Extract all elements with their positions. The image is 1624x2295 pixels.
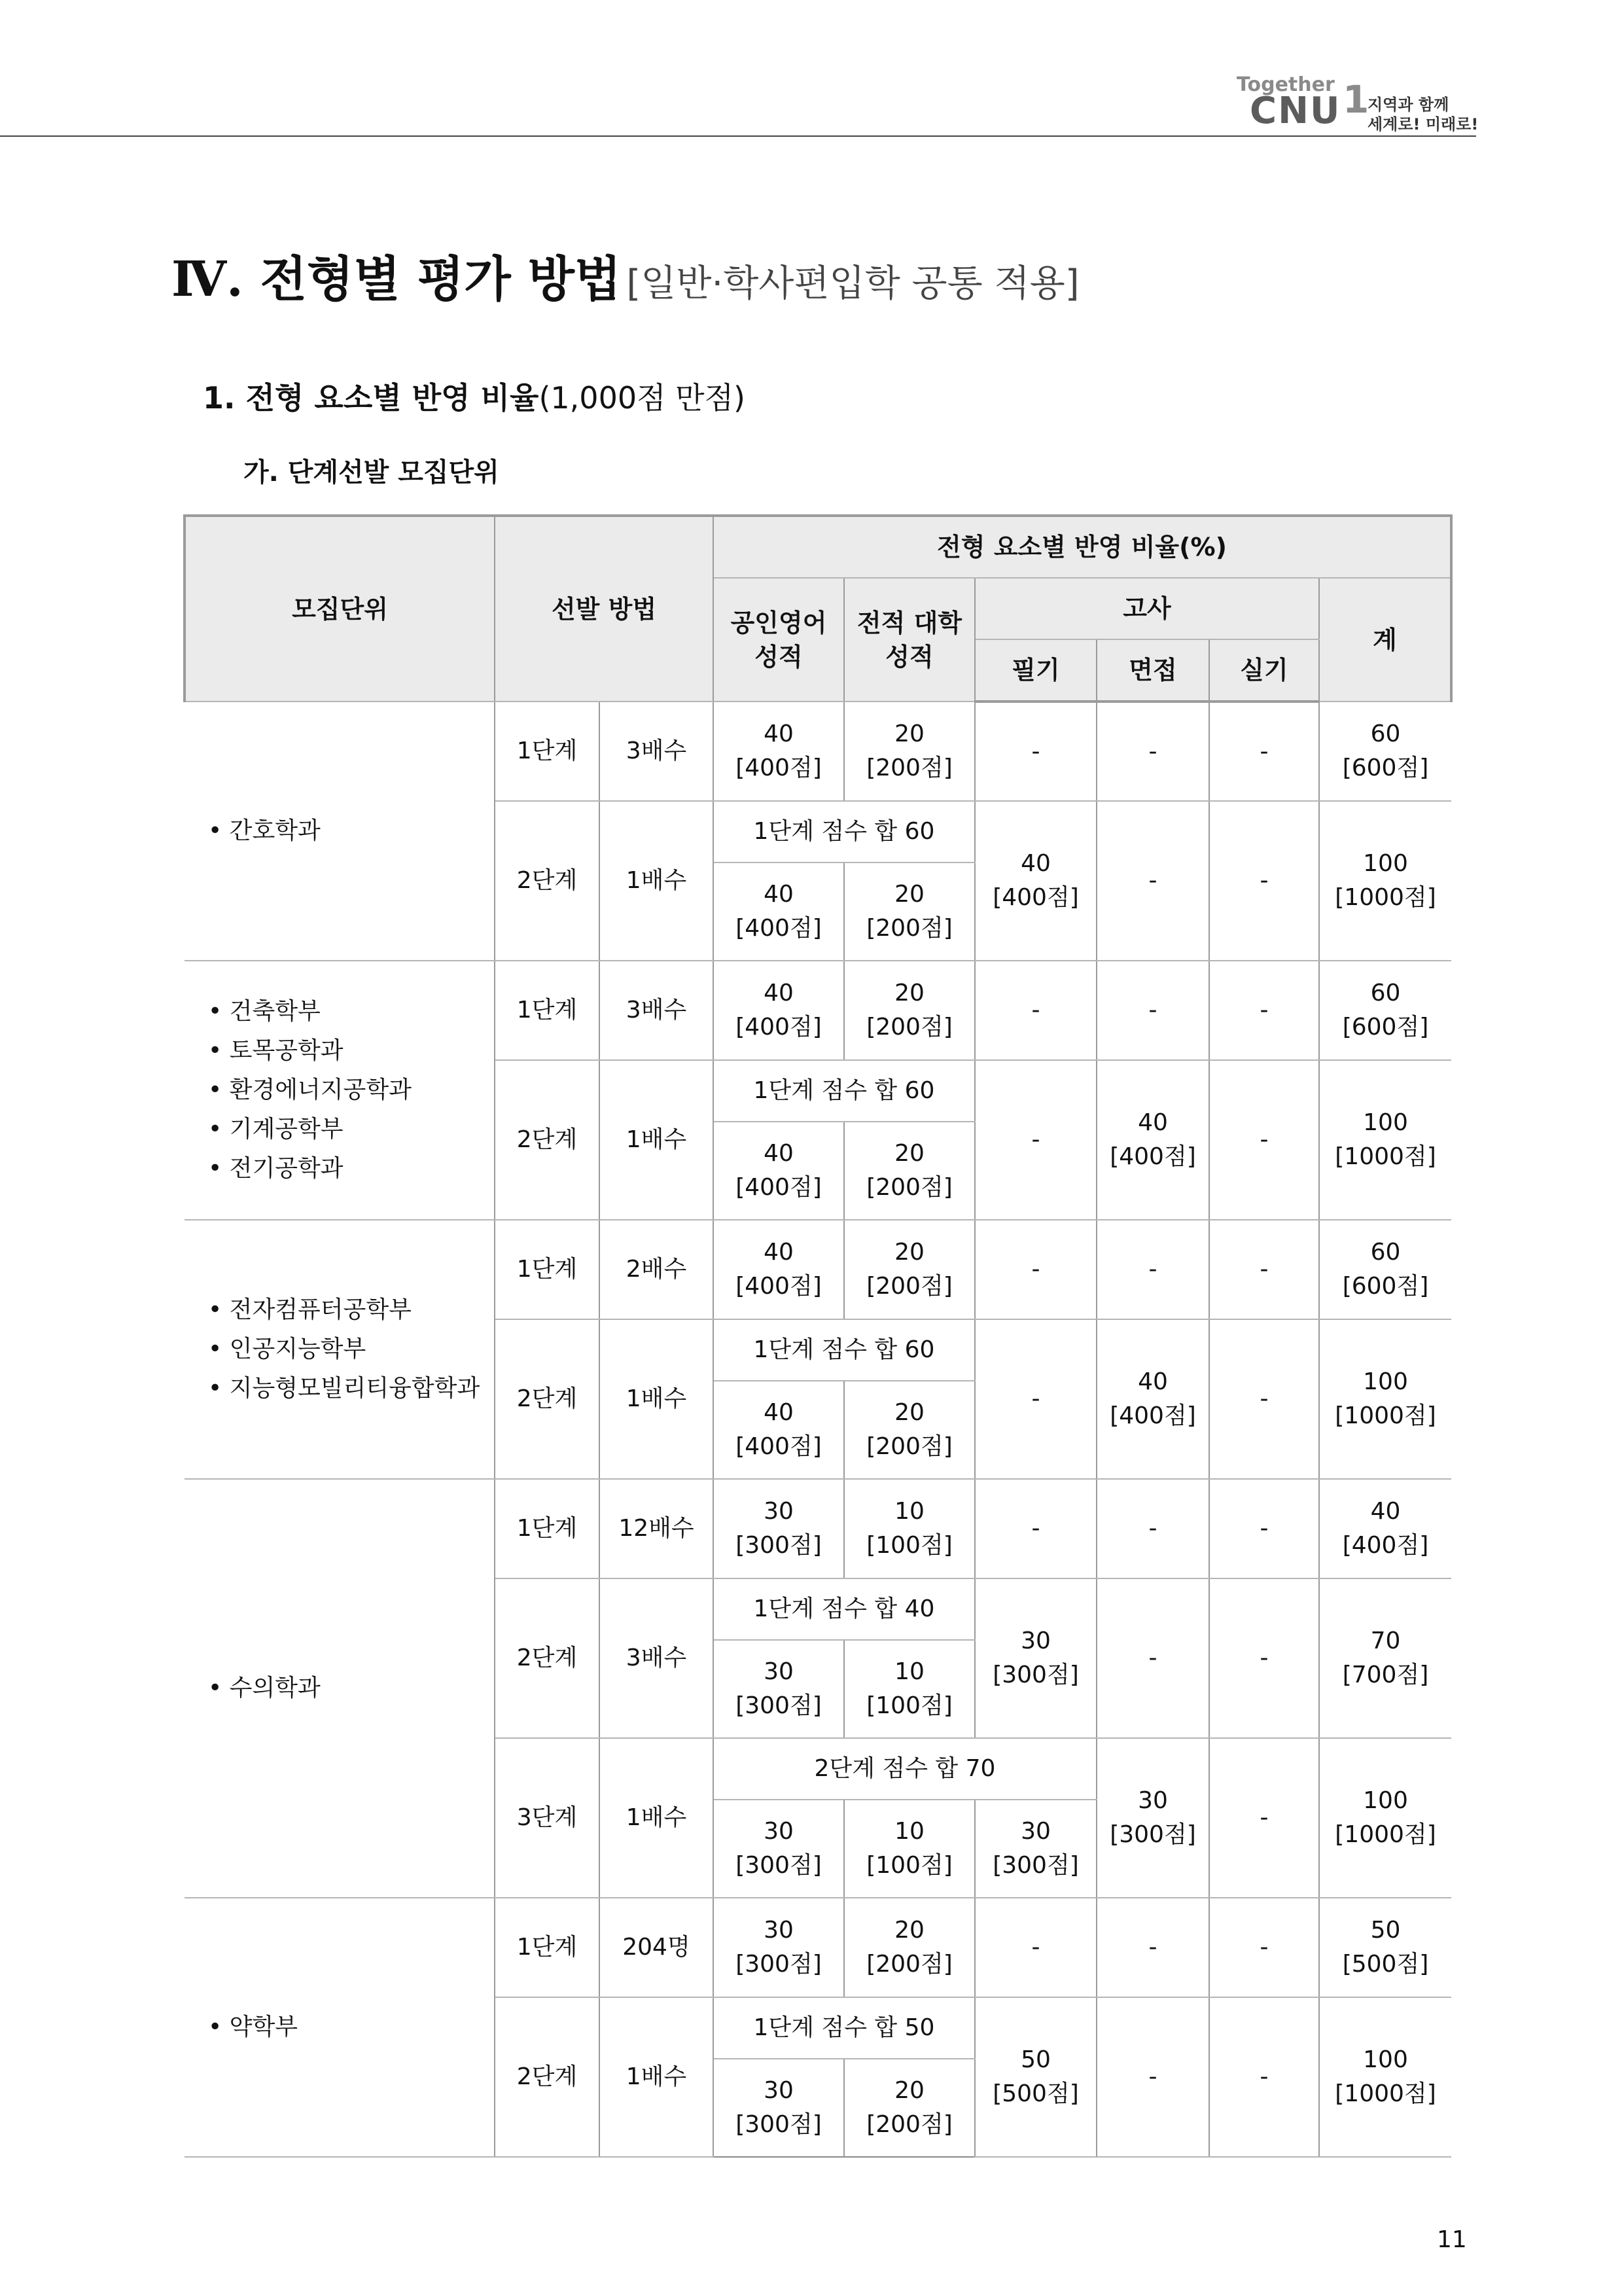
interview-score-text: 30 [1138, 1787, 1168, 1814]
transcript-score-text: 20 [894, 980, 925, 1006]
multiplier-text: 3배수 [626, 1645, 687, 1671]
interview-score [1097, 1319, 1209, 1479]
written-score-text: 30 [1021, 1818, 1051, 1845]
written-score [975, 1800, 1097, 1898]
english-score-text: [400점] [735, 755, 822, 781]
practical-score [1209, 1220, 1319, 1319]
transcript-score [844, 1122, 975, 1220]
carry-over-score [713, 1319, 975, 1381]
english-score-text: 40 [764, 881, 794, 908]
logo-slogan-1: 지역과 함께 [1368, 96, 1449, 114]
transcript-score-text: [200점] [866, 1273, 953, 1300]
practical-score-text: - [1260, 1126, 1269, 1153]
total-score [1319, 1319, 1451, 1479]
english-score [713, 2059, 844, 2157]
interview-score-text: - [1148, 997, 1157, 1023]
unit-cell [185, 1898, 495, 2157]
total-score-text: 100 [1363, 2046, 1408, 2073]
header-unit-text: 모집단위 [292, 594, 388, 624]
multiplier-text: 1배수 [626, 1126, 687, 1153]
transcript-score [844, 1220, 975, 1319]
header-transcript-text: 전적 대학 [856, 608, 962, 637]
written-score [975, 1898, 1097, 1997]
total-score [1319, 1738, 1451, 1898]
transcript-score [844, 961, 975, 1060]
english-score-text: [300점] [735, 1692, 822, 1719]
header-exam-text: 고사 [1123, 594, 1171, 623]
english-score [713, 1220, 844, 1319]
stage-label [495, 961, 599, 1060]
total-score [1319, 961, 1451, 1060]
multiplier [599, 1578, 713, 1738]
multiplier [599, 961, 713, 1060]
written-score-text: - [1031, 1256, 1040, 1283]
written-score [975, 1997, 1097, 2157]
written-score [975, 801, 1097, 961]
english-score-text: [300점] [735, 1532, 822, 1559]
multiplier-text: 1배수 [626, 2063, 687, 2090]
total-score-text: [600점] [1342, 755, 1429, 781]
english-score-text: 30 [764, 1818, 794, 1845]
english-score-text: 40 [764, 1140, 794, 1167]
carry-over-score-text: 1단계 점수 합 40 [753, 1595, 935, 1622]
stage-label-text: 3단계 [516, 1804, 578, 1831]
interview-score-text: [300점] [1110, 1821, 1196, 1848]
total-score-text: 100 [1363, 850, 1408, 877]
header-transcript [844, 578, 975, 702]
total-score-text: [600점] [1342, 1014, 1429, 1041]
multiplier [599, 1319, 713, 1479]
practical-score [1209, 1060, 1319, 1220]
carry-over-score [713, 801, 975, 863]
english-score-text: 30 [764, 1498, 794, 1525]
written-score-text: 50 [1021, 2046, 1051, 2073]
practical-score-text: - [1260, 1256, 1269, 1283]
multiplier-text: 204명 [622, 1934, 690, 1961]
total-score-text: [500점] [1342, 1951, 1429, 1978]
stage-label [495, 1060, 599, 1220]
practical-score-text: - [1260, 867, 1269, 894]
interview-score-text: - [1148, 2063, 1157, 2090]
table-row [185, 702, 1451, 801]
english-score-text: [300점] [735, 1951, 822, 1978]
header-english-text: 공인영어 [730, 608, 827, 637]
carry-over-score-text: 1단계 점수 합 50 [753, 2014, 935, 2041]
interview-score-text: - [1148, 1645, 1157, 1671]
practical-score-text: - [1260, 738, 1269, 765]
multiplier [599, 1220, 713, 1319]
transcript-score-text: 20 [894, 1140, 925, 1167]
interview-score [1097, 1997, 1209, 2157]
interview-score-text: 40 [1138, 1109, 1168, 1136]
carry-over-score [713, 1738, 1097, 1800]
total-score [1319, 801, 1451, 961]
written-score-text: [400점] [993, 884, 1079, 911]
header-interview-text: 면접 [1129, 656, 1177, 685]
total-score-text: [1000점] [1335, 1143, 1436, 1170]
transcript-score-text: [200점] [866, 915, 953, 942]
unit-cell-text: • 간호학과 [208, 817, 321, 844]
stage-label-text: 1단계 [516, 1256, 578, 1283]
interview-score [1097, 1578, 1209, 1738]
practical-score [1209, 1997, 1319, 2157]
carry-over-score [713, 1997, 975, 2059]
header-method [495, 516, 713, 702]
stage-label-text: 2단계 [516, 1385, 578, 1412]
stage-label [495, 1220, 599, 1319]
total-score-text: 60 [1370, 721, 1401, 747]
english-score-text: 40 [764, 1399, 794, 1426]
transcript-score-text: 20 [894, 881, 925, 908]
total-score-text: 100 [1363, 1368, 1408, 1395]
interview-score-text: [400점] [1110, 1143, 1196, 1170]
english-score-text: [400점] [735, 1273, 822, 1300]
logo-slogan-2: 세계로! 미래로! [1368, 115, 1479, 133]
logo-together: Together [1237, 73, 1335, 96]
written-score [975, 1060, 1097, 1220]
english-score [713, 1898, 844, 1997]
unit-cell [185, 702, 495, 961]
section-title-sub: [일반·학사편입학 공통 적용] [626, 262, 1080, 305]
stage-label [495, 1997, 599, 2157]
transcript-score [844, 702, 975, 801]
total-score-text: [1000점] [1335, 1821, 1436, 1848]
header-ratio [713, 516, 1451, 578]
interview-score [1097, 1479, 1209, 1578]
english-score-text: [400점] [735, 1014, 822, 1041]
table-row [185, 1898, 1451, 1997]
total-score [1319, 702, 1451, 801]
header-practical-text: 실기 [1240, 656, 1288, 685]
stage-label-text: 1단계 [516, 738, 578, 764]
stage-label [495, 1738, 599, 1898]
transcript-score-text: [200점] [866, 1014, 953, 1041]
interview-score-text: - [1148, 738, 1157, 765]
stage-label [495, 702, 599, 801]
unit-cell-text: • 전자컴퓨터공학부 [208, 1296, 412, 1323]
subsection-title-main: 1. 전형 요소별 반영 비율 [203, 380, 539, 416]
written-score-text: - [1031, 1515, 1040, 1542]
logo-one: 1 [1343, 77, 1369, 122]
subsubsection-title: 가. 단계선발 모집단위 [243, 457, 499, 488]
total-score [1319, 1997, 1451, 2157]
transcript-score [844, 1898, 975, 1997]
transcript-score-text: [200점] [866, 1951, 953, 1978]
cnu-logo [1237, 73, 1479, 139]
multiplier-text: 3배수 [626, 738, 687, 764]
total-score-text: [400점] [1342, 1532, 1429, 1559]
stage-label-text: 2단계 [516, 2063, 578, 2090]
english-score-text: 30 [764, 1917, 794, 1944]
written-score-text: - [1031, 1126, 1040, 1153]
written-score-text: - [1031, 997, 1040, 1023]
multiplier-text: 1배수 [626, 1804, 687, 1831]
transcript-score-text: [100점] [866, 1852, 953, 1879]
subsection-title [203, 374, 745, 418]
total-score [1319, 1578, 1451, 1738]
unit-cell-text: • 수의학과 [208, 1675, 321, 1701]
transcript-score [844, 2059, 975, 2157]
transcript-score-text: 10 [894, 1818, 925, 1845]
transcript-score-text: 20 [894, 721, 925, 747]
unit-cell-text: • 환경에너지공학과 [208, 1076, 412, 1103]
transcript-score-text: 10 [894, 1498, 925, 1525]
interview-score [1097, 801, 1209, 961]
header-written-text: 필기 [1012, 656, 1060, 685]
transcript-score [844, 863, 975, 961]
multiplier-text: 1배수 [626, 867, 687, 894]
practical-score [1209, 1319, 1319, 1479]
practical-score-text: - [1260, 1804, 1269, 1831]
total-score-text: 70 [1370, 1628, 1401, 1654]
interview-score-text: [400점] [1110, 1402, 1196, 1429]
transcript-score-text: [200점] [866, 1433, 953, 1460]
subsection-note: (1,000점 만점) [538, 380, 745, 416]
english-score-text: 40 [764, 1239, 794, 1266]
written-score-text: 30 [1021, 1628, 1051, 1654]
written-score [975, 702, 1097, 801]
english-score [713, 702, 844, 801]
multiplier-text: 3배수 [626, 997, 687, 1023]
interview-score [1097, 1060, 1209, 1220]
multiplier-text: 1배수 [626, 1385, 687, 1412]
transcript-score-text: [100점] [866, 1532, 953, 1559]
header-rule [0, 135, 1476, 137]
transcript-score-text: 20 [894, 1399, 925, 1426]
total-score-text: 100 [1363, 1109, 1408, 1136]
multiplier-text: 2배수 [626, 1256, 687, 1283]
section-title-main: Ⅳ. 전형별 평가 방법 [171, 251, 622, 308]
english-score [713, 961, 844, 1060]
interview-score [1097, 961, 1209, 1060]
total-score-text: [700점] [1342, 1662, 1429, 1688]
english-score-text: 40 [764, 721, 794, 747]
stage-label [495, 801, 599, 961]
written-score [975, 1319, 1097, 1479]
unit-cell-text: • 기계공학부 [208, 1116, 344, 1143]
table-row [185, 961, 1451, 1060]
english-score [713, 863, 844, 961]
transcript-score-text: [200점] [866, 755, 953, 781]
stage-label [495, 1578, 599, 1738]
interview-score [1097, 1898, 1209, 1997]
total-score [1319, 1060, 1451, 1220]
header-written [975, 639, 1097, 702]
total-score-text: [600점] [1342, 1273, 1429, 1300]
stage-label-text: 1단계 [516, 1515, 578, 1542]
english-score-text: [300점] [735, 1852, 822, 1879]
unit-cell-text: • 전기공학과 [208, 1155, 344, 1182]
table-row [185, 516, 1451, 578]
unit-cell [185, 961, 495, 1220]
written-score [975, 1578, 1097, 1738]
multiplier [599, 1479, 713, 1578]
transcript-score [844, 1800, 975, 1898]
ratio-table [183, 514, 1453, 2158]
carry-over-score [713, 1060, 975, 1122]
total-score-text: [1000점] [1335, 884, 1436, 911]
english-score-text: [400점] [735, 1174, 822, 1201]
english-score [713, 1479, 844, 1578]
unit-cell-text: • 지능형모빌리티융합학과 [208, 1375, 480, 1402]
transcript-score-text: 10 [894, 1658, 925, 1685]
carry-over-score-text: 2단계 점수 합 70 [814, 1755, 996, 1782]
english-score [713, 1800, 844, 1898]
transcript-score-text: [100점] [866, 1692, 953, 1719]
multiplier [599, 702, 713, 801]
stage-label [495, 1898, 599, 1997]
unit-cell [185, 1479, 495, 1898]
transcript-score [844, 1381, 975, 1479]
total-score-text: [1000점] [1335, 1402, 1436, 1429]
multiplier [599, 1997, 713, 2157]
practical-score-text: - [1260, 1385, 1269, 1412]
practical-score [1209, 1898, 1319, 1997]
interview-score-text: 40 [1138, 1368, 1168, 1395]
section-title [171, 241, 1080, 310]
multiplier [599, 801, 713, 961]
interview-score-text: - [1148, 1515, 1157, 1542]
unit-cell-text: • 인공지능학부 [208, 1336, 366, 1362]
english-score-text: [400점] [735, 915, 822, 942]
written-score-text: [300점] [993, 1662, 1079, 1688]
stage-label-text: 1단계 [516, 1934, 578, 1961]
table-row [185, 1220, 1451, 1319]
practical-score [1209, 1578, 1319, 1738]
carry-over-score-text: 1단계 점수 합 60 [753, 1077, 935, 1104]
interview-score [1097, 1738, 1209, 1898]
transcript-score-text: [200점] [866, 1174, 953, 1201]
stage-label [495, 1319, 599, 1479]
transcript-score [844, 1479, 975, 1578]
transcript-score [844, 1640, 975, 1738]
written-score-text: [300점] [993, 1852, 1079, 1879]
english-score [713, 1122, 844, 1220]
transcript-score-text: 20 [894, 1917, 925, 1944]
written-score [975, 961, 1097, 1060]
total-score [1319, 1220, 1451, 1319]
interview-score-text: - [1148, 867, 1157, 894]
logo-cnu: CNU [1250, 90, 1341, 132]
practical-score [1209, 961, 1319, 1060]
header-unit [185, 516, 495, 702]
total-score-text: 50 [1370, 1917, 1401, 1944]
header-total-text: 계 [1373, 625, 1397, 654]
practical-score-text: - [1260, 997, 1269, 1023]
interview-score-text: - [1148, 1934, 1157, 1961]
interview-score [1097, 702, 1209, 801]
total-score [1319, 1479, 1451, 1578]
english-score-text: 40 [764, 980, 794, 1006]
multiplier [599, 1060, 713, 1220]
written-score-text: 40 [1021, 850, 1051, 877]
total-score-text: 60 [1370, 1239, 1401, 1266]
stage-label-text: 2단계 [516, 1126, 578, 1153]
unit-cell-text: • 약학부 [208, 2014, 298, 2040]
unit-cell-text: • 토목공학과 [208, 1037, 344, 1064]
practical-score [1209, 801, 1319, 961]
header-method-text: 선발 방법 [551, 594, 657, 624]
english-score-text: [400점] [735, 1433, 822, 1460]
header-practical [1209, 639, 1319, 702]
header-total [1319, 578, 1451, 702]
english-score-text: [300점] [735, 2111, 822, 2138]
carry-over-score-text: 1단계 점수 합 60 [753, 818, 935, 845]
header-english-text: 성적 [754, 642, 803, 671]
english-score-text: 30 [764, 1658, 794, 1685]
practical-score-text: - [1260, 1934, 1269, 1961]
practical-score [1209, 1479, 1319, 1578]
stage-label-text: 1단계 [516, 997, 578, 1023]
practical-score-text: - [1260, 1515, 1269, 1542]
written-score-text: - [1031, 738, 1040, 765]
practical-score-text: - [1260, 1645, 1269, 1671]
english-score [713, 1381, 844, 1479]
english-score [713, 1640, 844, 1738]
total-score-text: 40 [1370, 1498, 1401, 1525]
transcript-score-text: 20 [894, 1239, 925, 1266]
written-score-text: [500점] [993, 2080, 1079, 2107]
header-transcript-text: 성적 [885, 642, 934, 671]
transcript-score-text: 20 [894, 2077, 925, 2104]
unit-cell [185, 1220, 495, 1479]
multiplier-text: 12배수 [618, 1515, 694, 1542]
carry-over-score [713, 1578, 975, 1640]
header-english [713, 578, 844, 702]
english-score-text: 30 [764, 2077, 794, 2104]
table-row [185, 1479, 1451, 1578]
transcript-score-text: [200점] [866, 2111, 953, 2138]
header-ratio-text: 전형 요소별 반영 비율(%) [937, 533, 1227, 561]
carry-over-score-text: 1단계 점수 합 60 [753, 1336, 935, 1363]
total-score [1319, 1898, 1451, 1997]
stage-label-text: 2단계 [516, 1645, 578, 1671]
total-score-text: 60 [1370, 980, 1401, 1006]
practical-score [1209, 1738, 1319, 1898]
total-score-text: [1000점] [1335, 2080, 1436, 2107]
practical-score [1209, 702, 1319, 801]
stage-label [495, 1479, 599, 1578]
multiplier [599, 1898, 713, 1997]
multiplier [599, 1738, 713, 1898]
interview-score-text: - [1148, 1256, 1157, 1283]
written-score [975, 1220, 1097, 1319]
header-interview [1097, 639, 1209, 702]
stage-label-text: 2단계 [516, 867, 578, 894]
interview-score [1097, 1220, 1209, 1319]
total-score-text: 100 [1363, 1787, 1408, 1814]
written-score [975, 1479, 1097, 1578]
header-exam [975, 578, 1319, 639]
written-score-text: - [1031, 1385, 1040, 1412]
page-number: 11 [1437, 2226, 1467, 2253]
unit-cell-text: • 건축학부 [208, 998, 321, 1025]
written-score-text: - [1031, 1934, 1040, 1961]
practical-score-text: - [1260, 2063, 1269, 2090]
